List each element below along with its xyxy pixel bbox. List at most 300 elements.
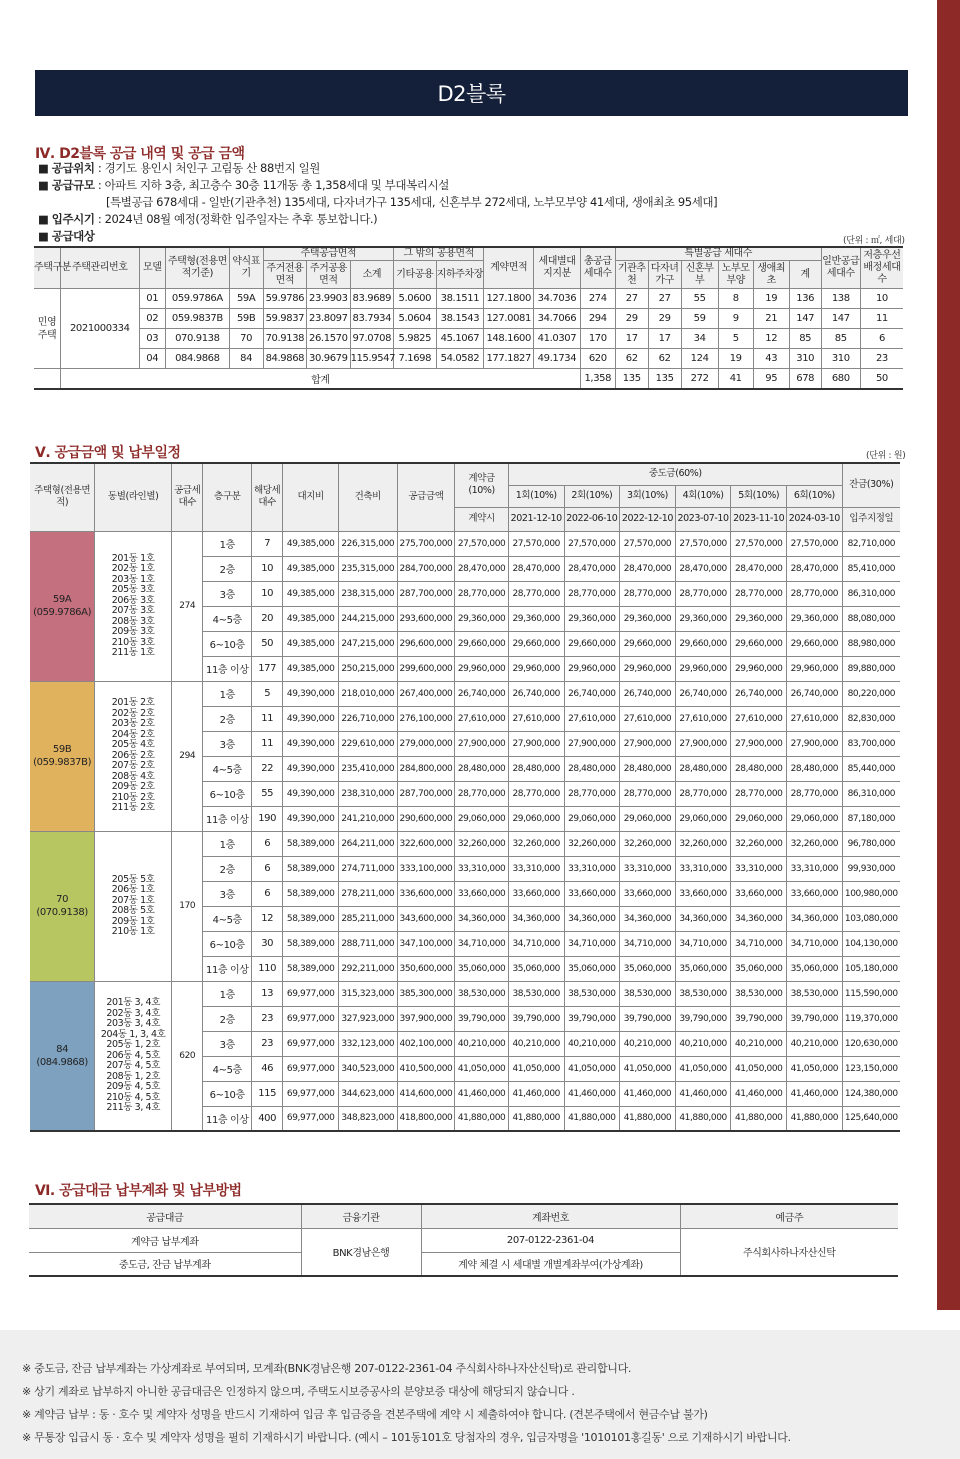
section5-title: Ⅴ. 공급금액 및 납부일정 [35, 445, 181, 461]
info-scale: ■ 공급규모 : 아파트 지하 3층, 최고층수 30층 11개동 총 1,358세대 및 부대복리시설 [38, 178, 449, 192]
balance-amount: 124,380,000 [842, 1081, 900, 1106]
unit-line: 201동 2호 [111, 697, 155, 709]
installment-amount: 28,480,000 [787, 756, 843, 781]
build-cost: 229,610,000 [338, 731, 397, 756]
area-cell: 26.1570 [307, 329, 350, 349]
installment-amount: 39,790,000 [675, 1006, 731, 1031]
area-cell: 124 [681, 349, 718, 369]
installment-amount: 40,210,000 [620, 1031, 676, 1056]
note-3: ※ 계약금 납부 : 동 · 호수 및 계약자 성명을 반드시 기재하여 입금 후 입금증을 견본주택에 계약 시 제출하여야 합니다. (견본주택에서 현금수납 불가) [22, 1408, 708, 1421]
area-cell: 147 [821, 309, 860, 329]
supply-price: 299,600,000 [397, 656, 455, 681]
th2-due-date: 2023-07-10 [675, 507, 731, 531]
area-row [34, 349, 903, 369]
th2-installment: 3회(10%) [620, 485, 676, 507]
installment-amount: 34,710,000 [620, 931, 676, 956]
info-movein: ■ 입주시기 : 2024년 08월 예정(정확한 입주일자는 추후 통보합니다.) [38, 212, 378, 226]
total-label: 합계 [61, 369, 581, 389]
build-cost: 238,310,000 [338, 781, 397, 806]
deposit-amount: 40,210,000 [455, 1031, 509, 1056]
floor-range: 3층 [203, 1031, 252, 1056]
supply-price: 350,600,000 [397, 956, 455, 981]
supply-price: 267,400,000 [397, 681, 455, 706]
balance-amount: 88,980,000 [842, 631, 900, 656]
blank-cell [34, 369, 61, 389]
floor-range: 11층 이상 [203, 656, 252, 681]
unit-line: 208동 3호 [111, 615, 155, 627]
th-inst: 기관추천 [615, 261, 648, 289]
area-row [34, 289, 903, 309]
land-cost: 49,390,000 [283, 806, 339, 831]
area-cell: 29 [648, 309, 681, 329]
installment-amount: 29,360,000 [675, 606, 731, 631]
installment-amount: 34,360,000 [675, 906, 731, 931]
deposit-amount: 29,360,000 [455, 606, 509, 631]
land-cost: 49,385,000 [283, 581, 339, 606]
th-parking: 지하주차장 [436, 261, 484, 289]
unit-line: 211동 1호 [111, 647, 155, 658]
area-cell: 17 [648, 329, 681, 349]
th2-installment: 2회(10%) [564, 485, 620, 507]
supply-price: 284,800,000 [397, 756, 455, 781]
supply-count: 294 [172, 681, 203, 831]
land-cost: 69,977,000 [283, 1031, 339, 1056]
area-cell: 059.9837B [166, 309, 230, 329]
note-2: ※ 상기 계좌로 납부하지 아니한 공급대금은 인정하지 않으며, 주택도시보증공사의 분양보증 대상에 해당되지 않습니다 . [22, 1385, 575, 1398]
area-total-row [34, 369, 903, 389]
area-cell: 7.1698 [394, 349, 436, 369]
house-type-area: (084.9868) [36, 1056, 88, 1068]
area-cell: 84.9868 [263, 349, 306, 369]
build-cost: 241,210,000 [338, 806, 397, 831]
house-type-area: (059.9786A) [33, 607, 92, 618]
installment-amount: 29,360,000 [508, 606, 564, 631]
installment-amount: 29,360,000 [731, 606, 787, 631]
installment-amount: 28,470,000 [675, 556, 731, 581]
th2-balance: 잔금(30%) [842, 463, 900, 507]
unit-count: 10 [252, 581, 283, 606]
unit-lines-cell [95, 981, 172, 1131]
installment-amount: 28,470,000 [731, 556, 787, 581]
floor-range: 6~10층 [203, 631, 252, 656]
build-cost: 244,215,000 [338, 606, 397, 631]
deposit-amount: 29,660,000 [455, 631, 509, 656]
unit-line: 205동 5호 [111, 873, 155, 885]
deposit-amount: 29,960,000 [455, 656, 509, 681]
installment-amount: 27,900,000 [620, 731, 676, 756]
installment-amount: 38,530,000 [620, 981, 676, 1006]
th2-build: 건축비 [338, 463, 397, 531]
installment-amount: 27,570,000 [508, 531, 564, 556]
build-cost: 218,010,000 [338, 681, 397, 706]
area-cell: 38.1543 [436, 309, 484, 329]
installment-amount: 29,960,000 [675, 656, 731, 681]
unit-line: 209동 4, 5호 [106, 1081, 160, 1092]
floor-range: 3층 [203, 881, 252, 906]
floor-range: 6~10층 [203, 1081, 252, 1106]
housing-category: 민영주택 [34, 289, 61, 369]
deposit-amount: 33,660,000 [455, 881, 509, 906]
unit-count: 115 [252, 1081, 283, 1106]
installment-amount: 41,050,000 [675, 1056, 731, 1081]
area-cell: 27 [648, 289, 681, 309]
installment-amount: 27,900,000 [675, 731, 731, 756]
area-cell: 85 [789, 329, 821, 349]
total-cell: 95 [753, 369, 789, 389]
area-cell: 70 [229, 329, 263, 349]
installment-amount: 38,530,000 [731, 981, 787, 1006]
land-cost: 49,390,000 [283, 731, 339, 756]
land-cost: 49,385,000 [283, 556, 339, 581]
installment-amount: 29,060,000 [675, 806, 731, 831]
area-cell: 30.9679 [307, 349, 350, 369]
account-number: 207-0122-2361-04 [421, 1228, 680, 1252]
area-cell: 62 [648, 349, 681, 369]
area-cell: 41.0307 [534, 329, 581, 349]
area-cell: 59.9837 [263, 309, 306, 329]
installment-amount: 28,770,000 [731, 781, 787, 806]
unit-line: 204동 2호 [111, 728, 155, 740]
installment-amount: 33,310,000 [675, 856, 731, 881]
th-house-type: 주택형(전용면적기준) [166, 247, 230, 289]
installment-amount: 28,470,000 [620, 556, 676, 581]
floor-range: 2층 [203, 1006, 252, 1031]
installment-amount: 27,610,000 [675, 706, 731, 731]
installment-amount: 28,770,000 [731, 581, 787, 606]
installment-amount: 32,260,000 [675, 831, 731, 856]
installment-amount: 32,260,000 [564, 831, 620, 856]
installment-amount: 27,610,000 [731, 706, 787, 731]
area-cell: 5.0604 [394, 309, 436, 329]
price-row [30, 681, 900, 706]
area-cell: 43 [753, 349, 789, 369]
installment-amount: 39,790,000 [508, 1006, 564, 1031]
th-supply-area: 주택공급면적 [263, 247, 393, 261]
area-cell: 5.0600 [394, 289, 436, 309]
area-cell: 170 [580, 329, 615, 349]
th2-movein: 입주지정일 [842, 507, 900, 531]
unit-line: 203동 1호 [111, 573, 155, 585]
supply-price: 333,100,000 [397, 856, 455, 881]
supply-area-table [34, 246, 903, 390]
area-cell: 23 [860, 349, 903, 369]
th2-land: 대지비 [283, 463, 339, 531]
supply-info [38, 160, 908, 245]
land-cost: 49,390,000 [283, 706, 339, 731]
installment-amount: 29,660,000 [508, 631, 564, 656]
th-newlywed: 신혼부부 [681, 261, 718, 289]
house-type-area: (070.9138) [36, 907, 88, 918]
installment-amount: 27,900,000 [564, 731, 620, 756]
area-cell: 070.9138 [166, 329, 230, 349]
area-cell: 147 [789, 309, 821, 329]
payment-account-table [29, 1203, 898, 1277]
installment-amount: 38,530,000 [787, 981, 843, 1006]
supply-price: 414,600,000 [397, 1081, 455, 1106]
unit-line: 211동 3, 4호 [106, 1102, 160, 1113]
th-model: 모델 [139, 247, 166, 289]
unit-count: 30 [252, 931, 283, 956]
installment-amount: 28,480,000 [564, 756, 620, 781]
build-cost: 315,323,000 [338, 981, 397, 1006]
deposit-amount: 32,260,000 [455, 831, 509, 856]
area-cell: 29 [615, 309, 648, 329]
installment-amount: 29,660,000 [564, 631, 620, 656]
installment-amount: 26,740,000 [787, 681, 843, 706]
balance-amount: 99,930,000 [842, 856, 900, 881]
area-cell: 19 [718, 349, 753, 369]
installment-amount: 27,610,000 [620, 706, 676, 731]
total-cell: 1,358 [580, 369, 615, 389]
unit-line: 209동 1호 [111, 915, 155, 927]
area-cell: 115.9547 [350, 349, 394, 369]
installment-amount: 28,480,000 [508, 756, 564, 781]
supply-price: 347,100,000 [397, 931, 455, 956]
th-subtotal: 소계 [350, 261, 394, 289]
installment-amount: 41,880,000 [731, 1106, 787, 1131]
th-total-supply: 총공급세대수 [580, 247, 615, 289]
installment-amount: 26,740,000 [508, 681, 564, 706]
virtual-account-note: 계약 체결 시 세대별 개별계좌부여(가상계좌) [421, 1252, 680, 1276]
unit-count: 23 [252, 1006, 283, 1031]
total-cell: 50 [860, 369, 903, 389]
area-cell: 8 [718, 289, 753, 309]
area-cell: 85 [821, 329, 860, 349]
unit-line: 201동 1호 [111, 552, 155, 564]
unit-line: 202동 3, 4호 [106, 1007, 160, 1019]
deposit-amount: 27,900,000 [455, 731, 509, 756]
unit-count: 10 [252, 556, 283, 581]
th-lottery: 저층우선배정세대수 [860, 247, 903, 289]
unit-count: 190 [252, 806, 283, 831]
deposit-amount: 35,060,000 [455, 956, 509, 981]
installment-amount: 29,360,000 [620, 606, 676, 631]
installment-amount: 40,210,000 [731, 1031, 787, 1056]
th2-installment: 1회(10%) [508, 485, 564, 507]
total-cell: 678 [789, 369, 821, 389]
balance-amount: 120,630,000 [842, 1031, 900, 1056]
supply-price: 284,700,000 [397, 556, 455, 581]
supply-price: 287,700,000 [397, 581, 455, 606]
th-short: 약식표기 [229, 247, 263, 289]
area-cell: 01 [139, 289, 166, 309]
management-number: 2021000334 [61, 289, 140, 369]
unit-line: 205동 3호 [111, 584, 155, 595]
price-row [30, 981, 900, 1006]
installment-amount: 26,740,000 [731, 681, 787, 706]
installment-amount: 28,470,000 [787, 556, 843, 581]
area-cell: 02 [139, 309, 166, 329]
installment-amount: 35,060,000 [675, 956, 731, 981]
balance-amount: 80,220,000 [842, 681, 900, 706]
land-cost: 49,385,000 [283, 531, 339, 556]
area-cell: 11 [860, 309, 903, 329]
build-cost: 247,215,000 [338, 631, 397, 656]
balance-amount: 82,830,000 [842, 706, 900, 731]
build-cost: 226,315,000 [338, 531, 397, 556]
area-cell: 34.7036 [534, 289, 581, 309]
area-cell: 84 [229, 349, 263, 369]
installment-amount: 27,900,000 [787, 731, 843, 756]
row-deposit-account: 계약금 납부계좌 [29, 1228, 301, 1252]
th2-due-date: 2021-12-10 [508, 507, 564, 531]
unit-line: 205동 4호 [111, 739, 155, 751]
balance-amount: 89,880,000 [842, 656, 900, 681]
deposit-amount: 26,740,000 [455, 681, 509, 706]
land-cost: 58,389,000 [283, 856, 339, 881]
bank-name: BNK경남은행 [301, 1228, 421, 1276]
deposit-amount: 28,480,000 [455, 756, 509, 781]
unit-count: 11 [252, 706, 283, 731]
installment-amount: 35,060,000 [787, 956, 843, 981]
area-cell: 127.1800 [484, 289, 534, 309]
th2-middle: 중도금(60%) [508, 463, 842, 485]
balance-amount: 125,640,000 [842, 1106, 900, 1131]
installment-amount: 41,880,000 [564, 1106, 620, 1131]
unit-line: 207동 2호 [111, 760, 155, 772]
unit-line: 208동 1, 2호 [106, 1070, 160, 1082]
deposit-amount: 27,610,000 [455, 706, 509, 731]
area-cell: 04 [139, 349, 166, 369]
installment-amount: 33,310,000 [620, 856, 676, 881]
unit-count: 23 [252, 1031, 283, 1056]
build-cost: 292,211,000 [338, 956, 397, 981]
balance-amount: 86,310,000 [842, 581, 900, 606]
installment-amount: 29,060,000 [508, 806, 564, 831]
balance-amount: 85,410,000 [842, 556, 900, 581]
installment-amount: 28,770,000 [564, 781, 620, 806]
installment-amount: 29,060,000 [787, 806, 843, 831]
area-cell: 45.1067 [436, 329, 484, 349]
installment-amount: 35,060,000 [731, 956, 787, 981]
side-accent-bar [937, 0, 960, 1310]
installment-amount: 26,740,000 [620, 681, 676, 706]
balance-amount: 96,780,000 [842, 831, 900, 856]
th2-due-date: 2023-11-10 [731, 507, 787, 531]
unit-line: 210동 3호 [111, 636, 155, 648]
area-cell: 274 [580, 289, 615, 309]
area-cell: 12 [753, 329, 789, 349]
balance-amount: 103,080,000 [842, 906, 900, 931]
installment-amount: 27,570,000 [564, 531, 620, 556]
installment-amount: 29,660,000 [620, 631, 676, 656]
installment-amount: 40,210,000 [564, 1031, 620, 1056]
block-title-banner [35, 70, 908, 116]
area-cell: 23.8097 [307, 309, 350, 329]
unit-line: 202동 2호 [111, 707, 155, 719]
installment-amount: 27,900,000 [731, 731, 787, 756]
unit-count: 46 [252, 1056, 283, 1081]
land-cost: 69,977,000 [283, 1081, 339, 1106]
supply-price: 397,900,000 [397, 1006, 455, 1031]
section6-title: Ⅵ. 공급대금 납부계좌 및 납부방법 [35, 1183, 242, 1199]
installment-amount: 29,960,000 [787, 656, 843, 681]
unit-line: 203동 3, 4호 [106, 1018, 160, 1029]
floor-range: 11층 이상 [203, 1106, 252, 1131]
area-cell: 148.1600 [484, 329, 534, 349]
th-etc-common: 기타공용 [394, 261, 436, 289]
unit-count: 12 [252, 906, 283, 931]
area-cell: 310 [789, 349, 821, 369]
installment-amount: 34,710,000 [787, 931, 843, 956]
installment-amount: 38,530,000 [675, 981, 731, 1006]
note-4: ※ 무통장 입급시 동 · 호수 및 계약자 성명을 필히 기재하시기 바랍니다. (예시 – 101동101호 당첨자의 경우, 입금자명을 '1010101홍길동' 으로 기재하시기 바랍니다. [22, 1431, 791, 1444]
installment-amount: 32,260,000 [787, 831, 843, 856]
th3-holder: 예금주 [680, 1204, 898, 1228]
installment-amount: 29,660,000 [731, 631, 787, 656]
installment-amount: 32,260,000 [620, 831, 676, 856]
installment-amount: 41,050,000 [787, 1056, 843, 1081]
installment-amount: 29,660,000 [675, 631, 731, 656]
floor-range: 3층 [203, 581, 252, 606]
build-cost: 348,823,000 [338, 1106, 397, 1131]
unit-count: 6 [252, 831, 283, 856]
installment-amount: 29,960,000 [620, 656, 676, 681]
unit-line: 202동 1호 [111, 563, 155, 574]
land-cost: 58,389,000 [283, 831, 339, 856]
land-cost: 58,389,000 [283, 906, 339, 931]
section4-title: Ⅳ. D2블록 공급 내역 및 공급 금액 [35, 146, 245, 162]
house-type-cell [30, 531, 95, 681]
installment-amount: 29,360,000 [564, 606, 620, 631]
installment-amount: 27,570,000 [620, 531, 676, 556]
supply-price: 275,700,000 [397, 531, 455, 556]
area-cell: 83.7934 [350, 309, 394, 329]
th-general: 일반공급세대수 [821, 247, 860, 289]
floor-range: 4~5층 [203, 756, 252, 781]
installment-amount: 27,570,000 [675, 531, 731, 556]
th3-bank: 금융기관 [301, 1204, 421, 1228]
house-type-label: 59A [52, 594, 72, 605]
block-title: D2블록 [437, 82, 506, 106]
deposit-amount: 41,880,000 [455, 1106, 509, 1131]
build-cost: 274,711,000 [338, 856, 397, 881]
unit-label-area: (단위 : ㎡, 세대) [843, 236, 905, 246]
unit-count: 400 [252, 1106, 283, 1131]
installment-amount: 33,660,000 [564, 881, 620, 906]
price-schedule-table [30, 462, 900, 1132]
unit-lines-cell [95, 681, 172, 831]
th-type: 주택구분 [34, 247, 61, 289]
area-cell: 27 [615, 289, 648, 309]
deposit-amount: 29,060,000 [455, 806, 509, 831]
installment-amount: 27,610,000 [508, 706, 564, 731]
unit-line: 208동 5호 [111, 905, 155, 916]
unit-count: 110 [252, 956, 283, 981]
th2-installment: 4회(10%) [675, 485, 731, 507]
unit-line: 204동 1, 3, 4호 [100, 1028, 166, 1040]
unit-count: 50 [252, 631, 283, 656]
supply-price: 343,600,000 [397, 906, 455, 931]
balance-amount: 87,180,000 [842, 806, 900, 831]
th-elder: 노부모부양 [718, 261, 753, 289]
unit-lines-cell [95, 531, 172, 681]
th-contract-area: 계약면적 [484, 247, 534, 289]
land-cost: 58,389,000 [283, 881, 339, 906]
installment-amount: 29,660,000 [787, 631, 843, 656]
area-cell: 97.0708 [350, 329, 394, 349]
unit-line: 209동 3호 [111, 626, 155, 637]
installment-amount: 28,770,000 [620, 581, 676, 606]
area-cell: 23.9903 [307, 289, 350, 309]
unit-line: 210동 1호 [111, 926, 155, 937]
area-cell: 5.9825 [394, 329, 436, 349]
th-special: 특별공급 세대수 [615, 247, 821, 261]
th3-account: 계좌번호 [421, 1204, 680, 1228]
floor-range: 3층 [203, 731, 252, 756]
price-row [30, 531, 900, 556]
build-cost: 226,710,000 [338, 706, 397, 731]
